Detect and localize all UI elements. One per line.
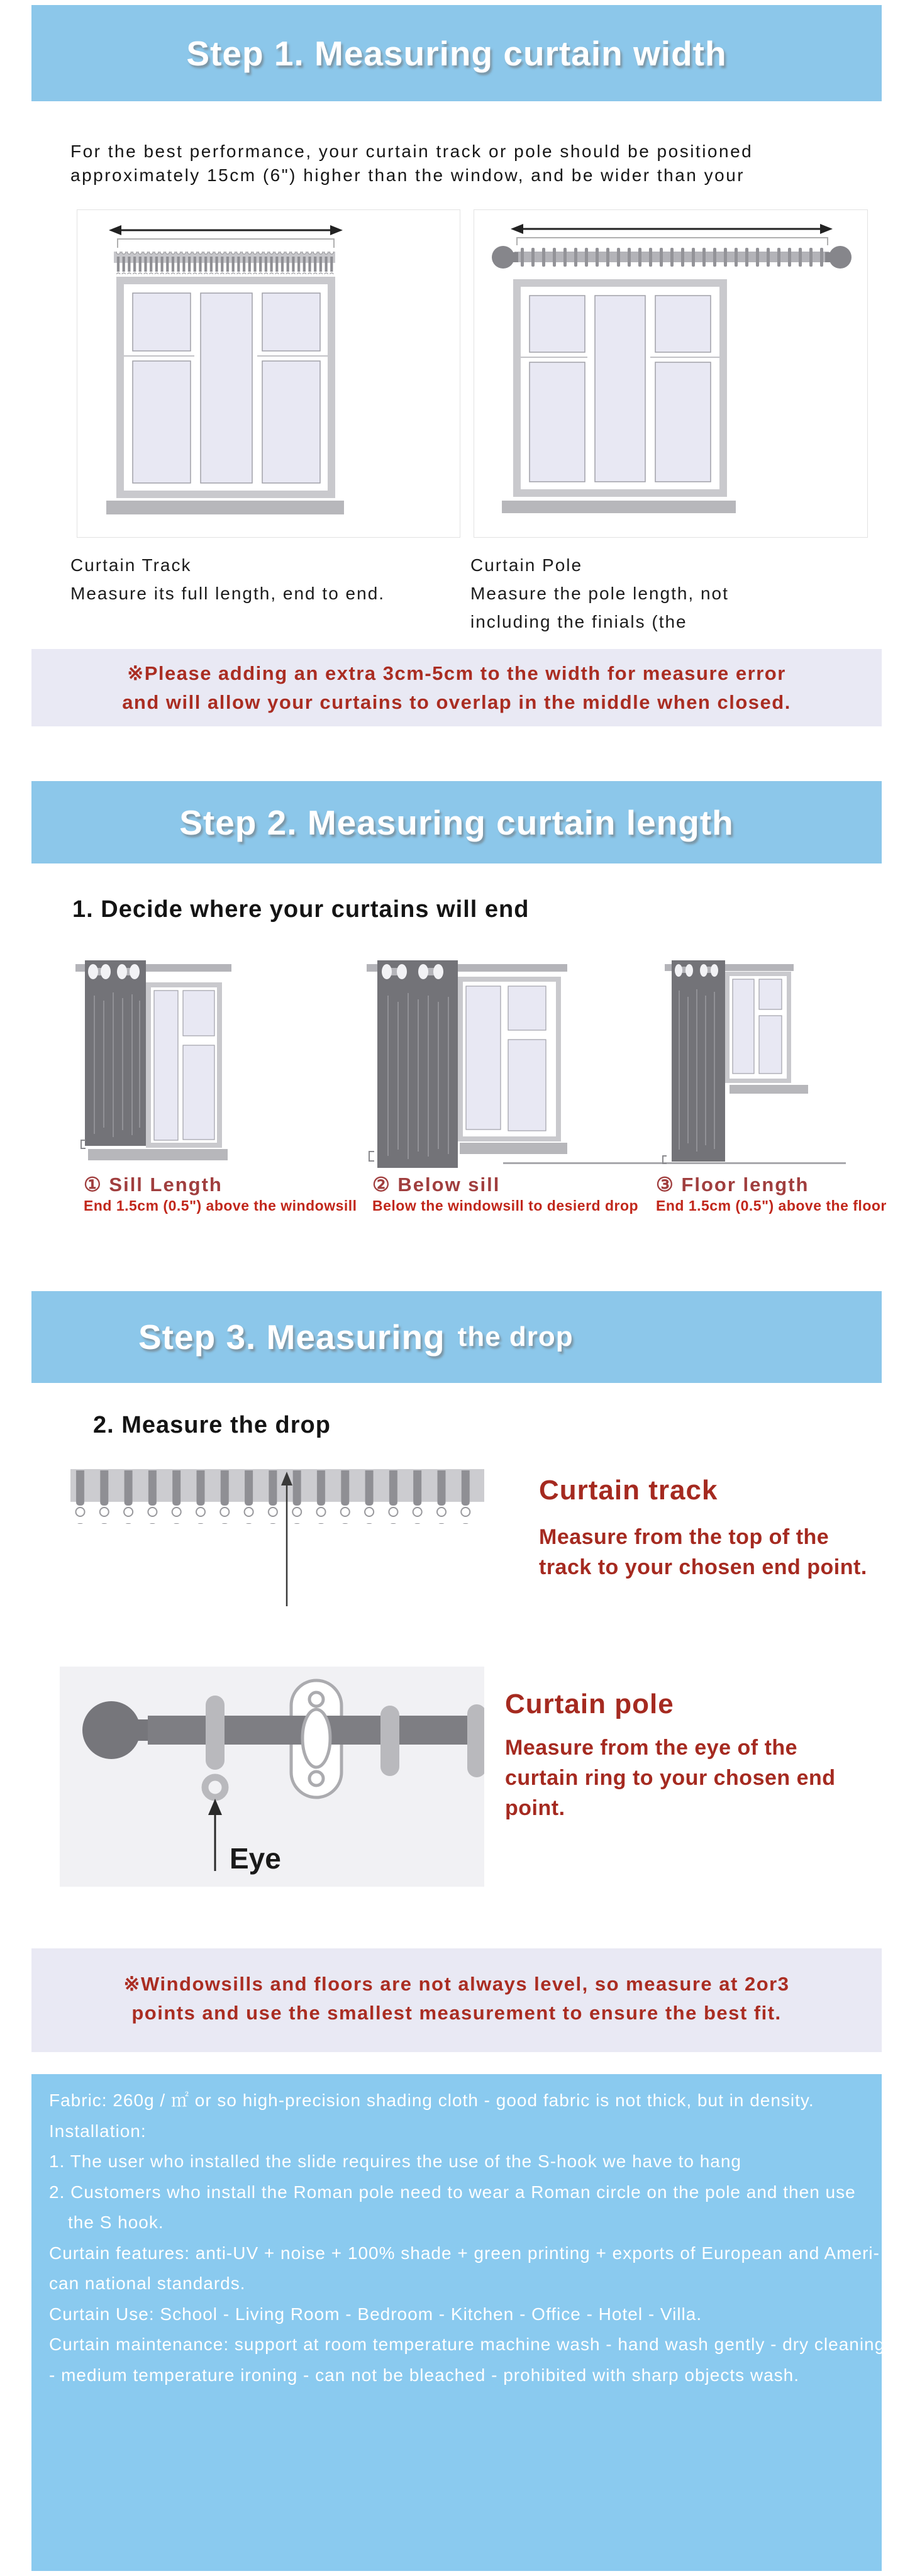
curtain-track-illustration-box <box>77 209 460 538</box>
sill-length-title: ① Sill Length <box>84 1174 223 1196</box>
level-note-line2: points and use the smallest measurement to ensure the best fit. <box>131 2002 782 2024</box>
curtain-track-window-illustration <box>77 210 460 537</box>
pole-drop-desc-line3: point. <box>505 1796 565 1820</box>
curtain-track-caption <box>70 551 385 608</box>
footer-install-step2: 2. Customers who install the Roman pole need to wear a Roman circle on the pole and then use <box>49 2182 856 2202</box>
curtain-pole-caption-line2: including the finials (the <box>470 612 687 631</box>
pole-drop-desc <box>505 1733 836 1823</box>
width-note-line1: ※Please adding an extra 3cm-5cm to the width for measure error <box>127 662 786 684</box>
step1-banner-title: Step 1. Measuring curtain width <box>186 33 727 73</box>
step3-banner-title: Step 3. Measuring <box>138 1318 445 1357</box>
step3-banner <box>31 1291 882 1383</box>
footer-use: Curtain Use: School - Living Room - Bedroom - Kitchen - Office - Hotel - Villa. <box>49 2304 702 2324</box>
step1-intro-line2: approximately 15cm (6") higher than the window, and be wider than your <box>70 165 745 185</box>
step3-banner-subtitle: the drop <box>457 1321 574 1352</box>
footer-features2: can national standards. <box>49 2273 246 2293</box>
step1-banner <box>31 5 882 101</box>
track-drop-desc-line1: Measure from the top of the <box>539 1525 830 1549</box>
floor-length-title: ③ Floor length <box>656 1174 809 1196</box>
track-drop-desc <box>539 1522 867 1582</box>
curtain-pole-caption-title: Curtain Pole <box>470 555 583 575</box>
curtain-pole-caption <box>470 551 729 636</box>
product-details-footer <box>31 2074 885 2571</box>
curtain-pole-caption-line1: Measure the pole length, not <box>470 584 729 603</box>
step1-intro <box>70 140 753 187</box>
level-measure-note <box>31 1948 882 2052</box>
level-note-line1: ※Windowsills and floors are not always level, so measure at 2or3 <box>123 1973 790 1995</box>
footer-install-step2b: the S hook. <box>68 2212 164 2232</box>
width-note-line2: and will allow your curtains to overlap in the middle when closed. <box>122 691 791 713</box>
below-sill-desc: Below the windowsill to desierd drop <box>372 1197 639 1214</box>
footer-maintenance: Curtain maintenance: support at room temperature machine wash - hand wash gently - dry cleaning <box>49 2334 885 2354</box>
step3-heading: 2. Measure the drop <box>93 1412 331 1438</box>
eye-label: Eye <box>230 1842 281 1875</box>
below-sill-illustration <box>355 952 626 1178</box>
track-drop-illustration <box>68 1465 496 1610</box>
step1-intro-line1: For the best performance, your curtain track or pole should be positioned <box>70 142 753 161</box>
footer-installation: Installation: <box>49 2121 147 2141</box>
pole-drop-title: Curtain pole <box>505 1689 674 1719</box>
width-measure-note <box>31 649 882 726</box>
step2-banner <box>31 781 882 863</box>
step2-heading: 1. Decide where your curtains will end <box>72 896 530 923</box>
curtain-pole-illustration-box <box>474 209 868 538</box>
track-drop-desc-line2: track to your chosen end point. <box>539 1555 867 1579</box>
floor-length-desc: End 1.5cm (0.5") above the floor <box>656 1197 887 1214</box>
curtain-pole-window-illustration <box>474 210 867 537</box>
pole-drop-desc-line1: Measure from the eye of the <box>505 1736 798 1760</box>
footer-fabric: Fabric: 260g / ㎡ or so high-precision shading cloth - good fabric is not thick, but in density. <box>49 2090 814 2110</box>
floor-length-illustration <box>641 952 893 1169</box>
track-drop-title: Curtain track <box>539 1475 718 1506</box>
sill-length-illustration <box>69 952 340 1169</box>
sill-length-desc: End 1.5cm (0.5") above the windowsill <box>84 1197 357 1214</box>
curtain-track-caption-title: Curtain Track <box>70 555 192 575</box>
footer-features: Curtain features: anti-UV + noise + 100% shade + green printing + exports of European and Ameri- <box>49 2243 880 2263</box>
footer-maintenance2: - medium temperature ironing - can not be bleached - prohibited with sharp objects wash. <box>49 2365 800 2385</box>
footer-install-step1: 1. The user who installed the slide requires the use of the S-hook we have to hang <box>49 2151 742 2171</box>
curtain-track-caption-line1: Measure its full length, end to end. <box>70 584 386 603</box>
step2-banner-title: Step 2. Measuring curtain length <box>179 802 734 842</box>
pole-drop-desc-line2: curtain ring to your chosen end <box>505 1766 836 1790</box>
below-sill-title: ② Below sill <box>372 1174 501 1196</box>
